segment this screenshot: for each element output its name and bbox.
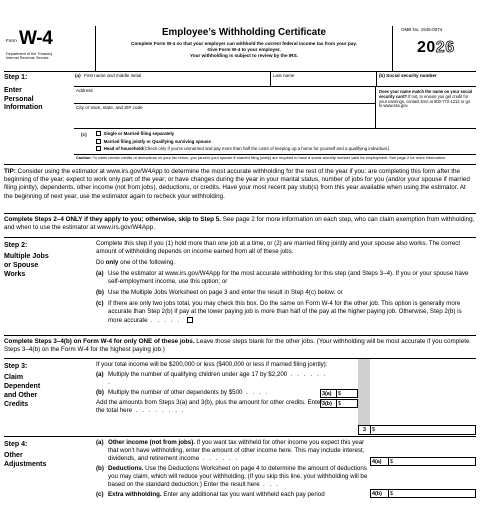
step-2-title: Step 2: <box>4 242 28 249</box>
step-1-title: Step 1: <box>4 74 28 81</box>
do-only-post: one of the following. <box>118 259 176 267</box>
dot-leader: . . . . <box>242 389 270 397</box>
item-key: (c) <box>96 300 104 308</box>
filing-status-row <box>74 129 476 155</box>
step-3-subtitle-line: Claim <box>4 374 24 382</box>
step-2-subtitle-line: Works <box>4 270 26 278</box>
row-c-letter: (c) <box>81 132 87 137</box>
step-4-title: Step 4: <box>4 441 28 448</box>
item-key: (b) <box>96 389 104 397</box>
step-3-body <box>96 359 476 436</box>
tip-text: Consider using the estimator at www.irs.gov/W4App to determine the most accurate withholding for the rest of the year if you: are completing this form after the beginning of the year; expect to work only part of the year; or have changes during the year in your marital status, number of jobs for you (and/or your spouse if married filing jointly), dependents, other income (not from jobs), deductions, or credits. Have your most recent pay stub(s) from this year available when using the estimator. At the beginning of next year, use the estimator again to recheck your withholding. <box>4 168 470 200</box>
step-3-total-box[interactable] <box>358 425 476 435</box>
item-text <box>108 465 370 489</box>
step-2b <box>96 289 476 297</box>
step-1-label <box>4 72 74 164</box>
department-line-1: Department of the Treasury <box>6 52 53 56</box>
dot-leader: . . . <box>259 481 280 489</box>
complete-3-4-bold: Complete Steps 3–4(b) on Form W-4 for only ONE of these jobs. <box>4 338 195 345</box>
step-1-subtitle-line: Information <box>4 104 43 112</box>
tip-paragraph <box>4 165 476 214</box>
complete-steps-2-4-note <box>4 214 476 238</box>
complete-2-4-text: See page 2 for more information on each step, who can claim exemption from withholding, and when to use the estimator at www.irs.gov/W4App. <box>4 216 475 232</box>
box-number: 3(a) <box>321 390 337 397</box>
row-a-letter: (a) <box>75 73 81 78</box>
do-only-pre: Do <box>96 259 106 267</box>
step-4-section <box>4 437 476 507</box>
step-3-total-label: Add the amounts from Steps 3(a) and 3(b), plus the amount for other credits. Enter the total here <box>96 399 323 415</box>
step-4a <box>96 439 370 463</box>
complete-steps-3-4-note <box>4 335 476 359</box>
step-1-subtitle-line: Personal <box>4 95 34 103</box>
tax-year-suffix: 26 <box>435 39 455 56</box>
filing-option-note: (Check only if you’re unmarried and pay more than half the costs of keeping up a home for yourself and a qualifying individual.) <box>143 146 390 152</box>
item-key: (a) <box>96 270 104 278</box>
item-key: (b) <box>96 289 104 297</box>
dollar-sign: $ <box>338 401 341 407</box>
item-text: Use the estimator at www.irs.gov/W4App for the most accurate withholding for this step (and Steps 3–4). If you or your spouse have self-employment income, use this option; or <box>108 270 469 286</box>
step-4c <box>96 491 370 499</box>
step-2-do-only <box>96 259 476 267</box>
step-2a <box>96 270 476 286</box>
step-2-intro: Complete this step if you (1) hold more than one job at a time, or (2) are married filing jointly and your spouse also works. The correct amount of withholding depends on income earned from all of these jobs. <box>96 240 461 256</box>
item-key: (c) <box>96 491 104 499</box>
step-4a-bold: Other income (not from jobs). <box>108 439 195 446</box>
checkbox[interactable] <box>96 146 101 151</box>
complete-2-4-bold: Complete Steps 2–4 ONLY if they apply to you; otherwise, skip to Step 5. <box>4 216 221 223</box>
item-text <box>108 389 328 397</box>
box-number: 3(b) <box>321 400 337 407</box>
step-4b-amount-box[interactable] <box>370 489 476 498</box>
step-4-subtitle <box>4 452 96 470</box>
complete-3-4-text: Leave those steps blank for the other jobs. (Your withholding will be most accurate if you complete Steps 3–4(b) on the Form W-4 for the highest paying job.) <box>4 338 470 354</box>
form-instruction-3: Your withholding is subject to review by the IRS. <box>190 53 298 59</box>
shaded-area <box>358 359 370 425</box>
tip-label: TIP: <box>4 168 16 175</box>
step-4a-amount-box[interactable] <box>370 457 476 466</box>
item-text <box>108 439 370 463</box>
step-3-title: Step 3: <box>4 363 28 370</box>
box-number: 4(a) <box>371 458 389 465</box>
step-3-label <box>4 359 96 436</box>
filing-status-options <box>96 129 476 154</box>
form-instruction-1: Complete Form W-4 so that your employer can withhold the correct federal income tax from your pay. <box>131 40 357 46</box>
item-text: Use the Multiple Jobs Worksheet on page 3 and enter the result in Step 4(c) below; or <box>108 289 343 297</box>
step-3-intro: If your total income will be $200,000 or less ($400,000 or less if married filing jointly): <box>96 361 328 368</box>
step-3-subtitle-line: Dependent <box>4 383 41 391</box>
filing-option-single[interactable] <box>96 130 476 138</box>
last-name-field[interactable]: Last name <box>273 73 295 78</box>
form-year-block <box>392 26 476 71</box>
checkbox[interactable] <box>96 131 101 136</box>
step-3-total-text <box>96 399 328 415</box>
step-2-label <box>4 238 96 335</box>
filing-option-head-of-household[interactable] <box>96 145 476 153</box>
ssn-note-text: If not, to ensure you get credit for your earnings, contact SSA at 800-772-1213 or go to www.ssa.gov. <box>379 93 471 109</box>
step-4c-text: Enter any additional tax you want withheld each pay period <box>161 491 325 499</box>
tax-year-prefix: 20 <box>417 39 436 56</box>
caution-note <box>74 155 476 161</box>
dot-leader: . . . . . . . <box>108 371 328 387</box>
step-4b <box>96 465 370 489</box>
step-4c-bold: Extra withholding. <box>108 491 162 499</box>
item-text <box>108 371 328 387</box>
form-title: Employee’s Withholding Certificate <box>162 27 326 38</box>
dollar-sign: $ <box>390 491 393 497</box>
step-3-subtotals <box>322 359 358 436</box>
item-key: (a) <box>96 371 104 379</box>
step-3-section <box>4 359 476 437</box>
first-name-field[interactable]: First name and middle initial <box>82 72 271 86</box>
checkbox[interactable] <box>96 139 101 144</box>
filing-option-label: Single or Married filing separately <box>103 131 175 137</box>
omb-number: OMB No. 1545-0074 <box>401 27 443 32</box>
step-2-subtitle <box>4 253 96 279</box>
step-4-label <box>4 437 96 507</box>
step-2c <box>96 300 476 324</box>
dot-leader: . . . . . <box>147 316 181 324</box>
dollar-sign: $ <box>372 427 375 433</box>
ssn-name-note <box>376 87 476 128</box>
step-4-text <box>96 437 370 507</box>
filing-option-label: Married filing jointly or Qualifying surviving spouse <box>103 138 211 144</box>
ssn-field[interactable]: (b) Social security number <box>376 72 476 86</box>
step-3-subtitle-line: and Other <box>4 391 38 399</box>
form-word: Form <box>6 38 17 43</box>
form-name: W-4 <box>19 28 53 49</box>
step-1-fields <box>74 72 476 164</box>
step-3-text <box>96 359 328 436</box>
step-4-subtitle-line: Other <box>4 452 23 460</box>
step-2-section <box>4 238 476 335</box>
step-2-subtitle-line: Multiple Jobs <box>4 253 49 261</box>
step-4-amount-column <box>370 437 476 507</box>
step-3-subtitle-line: Credits <box>4 400 29 408</box>
city-state-zip-field[interactable]: City or town, state, and ZIP code <box>76 105 143 110</box>
step-4b-bold: Deductions. <box>108 465 144 473</box>
form-id-block <box>4 26 96 71</box>
step-3-subtitle <box>4 374 96 409</box>
form-title-block <box>96 26 392 71</box>
step-2-subtitle-line: or Spouse <box>4 262 39 270</box>
step-4-subtitle-line: Adjustments <box>4 461 47 469</box>
do-only-bold: only <box>105 259 119 267</box>
step-2c-text: If there are only two jobs total, you may check this box. Do the same on Form W-4 for the other job. This option is generally more accurate than Step 2(b) if pay at the lower paying job is more than half of the pay at the higher paying job. Otherwise, Step 2(b) is more accurate <box>108 300 462 324</box>
item-key: (a) <box>96 439 104 446</box>
step-3a <box>96 371 328 387</box>
item-key: (b) <box>96 465 104 473</box>
department-label <box>6 52 52 61</box>
step-2-body <box>96 238 476 335</box>
ssn-note-bold: Does your name match the name on your social security card? <box>379 89 473 99</box>
dot-leader: . . . . . . <box>199 455 239 463</box>
step-3a-amount-box[interactable] <box>320 389 358 398</box>
step-3a-text: Multiply the number of qualifying children under age 17 by $2,200 <box>108 371 288 379</box>
dot-leader: . . . . . . . . <box>132 407 186 415</box>
address-column <box>74 87 376 128</box>
two-jobs-checkbox[interactable] <box>187 317 193 323</box>
step-4a-text: If you want tax withheld for other income you expect this year that won’t have withholding, enter the amount of other income here. This may include interest, dividends, and retirement income <box>108 439 365 463</box>
box-number: 4(b) <box>371 490 389 497</box>
step-1-subtitle-line: Enter <box>4 87 22 95</box>
dollar-sign: $ <box>390 459 393 465</box>
step-3b-amount-box[interactable] <box>320 399 358 408</box>
step-3b <box>96 389 328 397</box>
filing-option-married[interactable] <box>96 138 476 146</box>
box-number: 3 <box>359 426 371 434</box>
tax-year <box>417 38 455 57</box>
name-row <box>74 72 476 87</box>
step-4b-text: Use the Deductions Worksheet on page 4 to determine the amount of deductions you may claim, which will reduce your withholding. (If you skip this line, your withholding will be based on the standard deduction.) Enter the result here <box>108 465 368 489</box>
caution-label: Caution: <box>76 155 92 160</box>
item-text <box>108 300 476 324</box>
step-3-total-column <box>358 359 476 436</box>
form-instruction-2: Give Form W-4 to your employer. <box>207 47 281 53</box>
step-3b-text: Multiply the number of other dependents by $500 <box>108 389 243 397</box>
address-field[interactable]: Address <box>74 87 375 104</box>
caution-text: To claim certain credits or deductions on your tax return, you (and/or your spouse if married filing jointly) are required to have a social security number valid for employment. See page 2 for more information. <box>91 155 447 160</box>
step-1-section <box>4 72 476 165</box>
step-1-subtitle <box>4 87 74 113</box>
department-line-2: Internal Revenue Service <box>6 56 49 61</box>
dollar-sign: $ <box>338 391 341 397</box>
filing-option-label: Head of household <box>103 146 144 152</box>
item-text <box>108 491 370 499</box>
address-row <box>74 87 476 129</box>
form-header <box>4 26 476 72</box>
